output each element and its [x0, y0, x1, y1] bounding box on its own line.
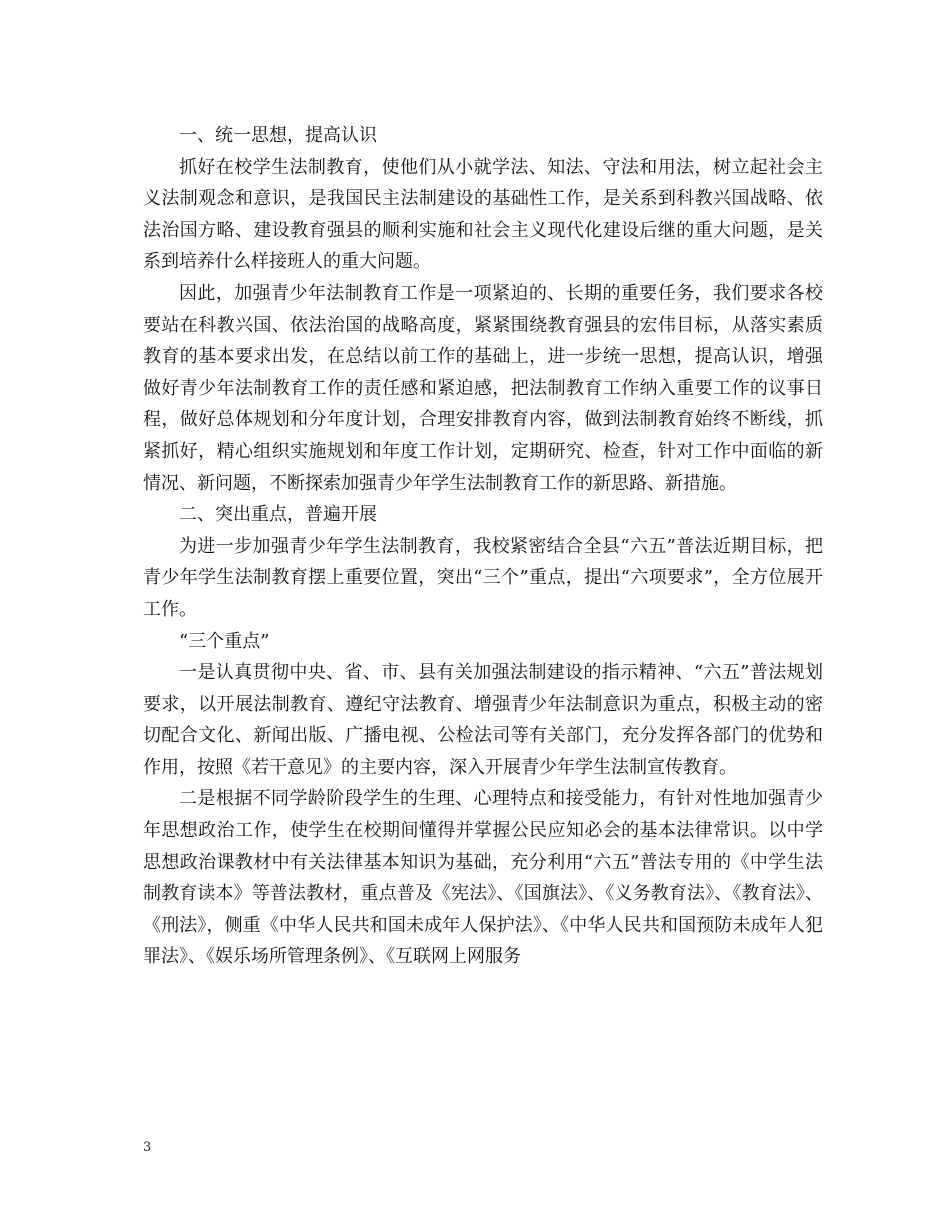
paragraph: 二是根据不同学龄阶段学生的生理、心理特点和接受能力，有针对性地加强青少年思想政治工作，使学生在校期间懂得并掌握公民应知必会的基本法律常识。以中学思想政治课教材中有关法律基本知识为基础，充分利用“六五”普法专用的《中学生法制教育读本》等普法教材，重点普及《宪法》、《国旗法》、《义务教育法》、《教育法》、《刑法》，侧重《中华人民共和国未成年人保护法》、《中华人民共和国预防未成年人犯罪法》、《娱乐场所管理条例》、《互联网上网服务: [143, 788, 823, 968]
paragraph: 抓好在校学生法制教育，使他们从小就学法、知法、守法和用法，树立起社会主义法制观念和意识，是我国民主法制建设的基础性工作，是关系到科教兴国战略、依法治国方略、建设教育强县的顺利实施和社会主义现代化建设后继的重大问题，是关系到培养什么样接班人的重大问题。: [143, 156, 823, 273]
paragraph: 为进一步加强青少年学生法制教育，我校紧密结合全县“六五”普法近期目标，把青少年学生法制教育摆上重要位置，突出“三个”重点，提出“六项要求”，全方位展开工作。: [143, 535, 823, 620]
document-body: [143, 120, 823, 973]
paragraph: 因此，加强青少年法制教育工作是一项紧迫的、长期的重要任务，我们要求各校要站在科教兴国、依法治国的战略高度，紧紧围绕教育强县的宏伟目标，从落实素质教育的基本要求出发，在总结以前工作的基础上，进一步统一思想，提高认识，增强做好青少年法制教育工作的责任感和紧迫感，把法制教育工作纳入重要工作的议事日程，做好总体规划和分年度计划，合理安排教育内容，做到法制教育始终不断线，抓紧抓好，精心组织实施规划和年度工作计划，定期研究、检查，针对工作中面临的新情况、新问题，不断探索加强青少年学生法制教育工作的新思路、新措施。: [143, 282, 823, 494]
subheading-three-key-points: “三个重点”: [179, 630, 270, 652]
section-heading-1: 一、统一思想，提高认识: [179, 125, 377, 146]
page-number: 3: [143, 1140, 152, 1155]
section-heading-2: 二、突出重点，普遍开展: [179, 504, 377, 526]
paragraph: 一是认真贯彻中央、省、市、县有关加强法制建设的指示精神、“六五”普法规划要求，以开展法制教育、遵纪守法教育、增强青少年法制意识为重点，积极主动的密切配合文化、新闻出版、广播电视、公检法司等有关部门，充分发挥各部门的优势和作用，按照《若干意见》的主要内容，深入开展青少年学生法制宣传教育。: [143, 662, 823, 778]
